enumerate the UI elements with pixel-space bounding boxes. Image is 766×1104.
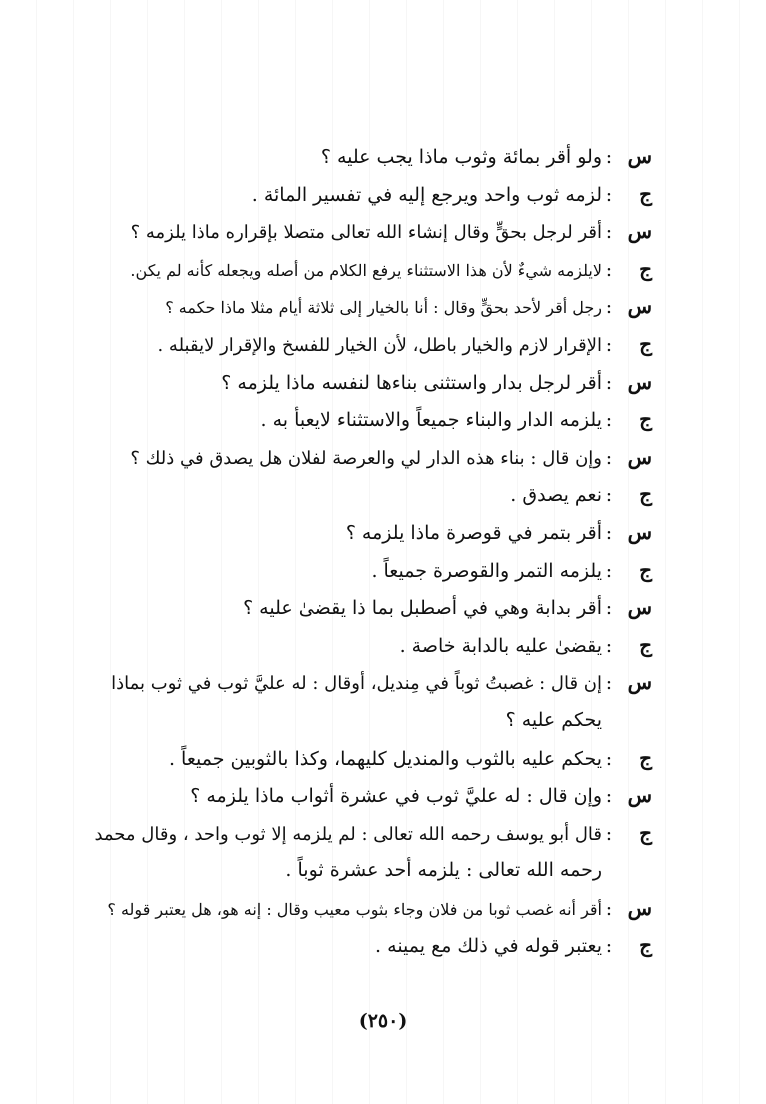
- question-text: وإن قال : بناء هذه الدار لي والعرصة لفلان هل يصدق في ذلك ؟: [130, 447, 602, 469]
- question-text: وإن قال : له عليَّ ثوب في عشرة أثواب ماذا يلزمه ؟: [190, 785, 602, 808]
- answer-marker: ج: [639, 181, 652, 206]
- answer-text: يحكم عليه بالثوب والمنديل كليهما، وكذا بالثوبين جميعاً .: [168, 747, 602, 770]
- separator-colon: :: [605, 521, 613, 544]
- answer-text: يلزمه التمر والقوصرة جميعاً .: [371, 559, 602, 582]
- separator-colon: :: [605, 559, 613, 582]
- answer-marker: ج: [639, 407, 652, 432]
- question-text: أقر بدابة وهي في أصطبل بما ذا يقضىٰ عليه ؟: [243, 597, 602, 620]
- answer-marker: ج: [639, 256, 652, 281]
- answer-text: لزمه ثوب واحد ويرجع إليه في تفسير المائة .: [251, 183, 602, 206]
- qa-line-question: [60, 890, 652, 928]
- question-marker: س: [627, 895, 652, 920]
- qa-line-answer: [60, 740, 652, 778]
- separator-colon: :: [605, 183, 613, 206]
- qa-line-question: [60, 439, 652, 477]
- qa-line-answer: [60, 251, 652, 289]
- question-text: إن قال : غصبتُ ثوباً في مِنديل، أوقال : له عليَّ ثوب في ثوب بماذا: [111, 673, 602, 695]
- question-marker: س: [627, 294, 652, 319]
- answer-marker: ج: [639, 482, 652, 507]
- qa-line-question: [60, 514, 652, 552]
- separator-colon: :: [605, 258, 613, 281]
- answer-marker: ج: [639, 820, 652, 845]
- question-marker: س: [627, 519, 652, 544]
- answer-marker: ج: [639, 745, 652, 770]
- separator-colon: :: [605, 822, 613, 845]
- question-text: أقر أنه غصب ثوبا من فلان وجاء بثوب معيب وقال : إنه هو، هل يعتبر قوله ؟: [107, 899, 602, 919]
- question-marker: س: [627, 595, 652, 620]
- separator-colon: :: [605, 409, 613, 432]
- separator-colon: :: [605, 785, 613, 808]
- question-text: أقر لرجل بدار واستثنى بناءها لنفسه ماذا يلزمه ؟: [221, 371, 602, 394]
- question-marker: س: [627, 670, 652, 695]
- separator-colon: :: [605, 597, 613, 620]
- qa-line-answer: [60, 476, 652, 514]
- qa-line-question: [60, 777, 652, 815]
- qa-line-answer: [60, 176, 652, 214]
- qa-line-answer: [60, 927, 652, 965]
- question-marker: س: [627, 144, 652, 168]
- question-continuation-text: يحكم عليه ؟: [505, 708, 602, 731]
- separator-colon: :: [605, 333, 613, 356]
- question-text: أقر بتمر في قوصرة ماذا يلزمه ؟: [345, 521, 602, 544]
- page-number: (٢٥٠): [358, 1010, 408, 1032]
- qa-line-question: [60, 213, 652, 251]
- qa-line-question: [60, 589, 652, 627]
- answer-marker: ج: [639, 632, 652, 657]
- separator-colon: :: [605, 221, 613, 244]
- question-text: ولو أقر بمائة وثوب ماذا يجب عليه ؟: [320, 146, 602, 168]
- answer-text: قال أبو يوسف رحمه الله تعالى : لم يلزمه إلا ثوب واحد ، وقال محمد: [94, 823, 602, 845]
- separator-colon: :: [605, 371, 613, 394]
- separator-colon: :: [605, 897, 613, 920]
- answer-marker: ج: [639, 557, 652, 582]
- answer-marker: ج: [639, 933, 652, 958]
- separator-colon: :: [605, 935, 613, 958]
- separator-colon: :: [605, 446, 613, 469]
- separator-colon: :: [605, 634, 613, 657]
- qa-line-answer: [60, 552, 652, 590]
- qa-line-question: [60, 664, 652, 702]
- qa-list: [60, 138, 652, 965]
- question-marker: س: [627, 369, 652, 394]
- qa-line-answer: [60, 627, 652, 665]
- question-marker: س: [627, 219, 652, 244]
- qa-line-answer: [60, 401, 652, 439]
- qa-line-continuation: [60, 852, 652, 890]
- separator-colon: :: [605, 146, 613, 168]
- answer-text: يعتبر قوله في ذلك مع يمينه .: [375, 935, 602, 958]
- separator-colon: :: [605, 672, 613, 695]
- qa-line-answer: [60, 326, 652, 364]
- answer-marker: ج: [639, 331, 652, 356]
- separator-colon: :: [605, 296, 613, 319]
- answer-text: يقضىٰ عليه بالدابة خاصة .: [399, 634, 602, 657]
- question-text: رجل أقر لأحد بحقٍّ وقال : أنا بالخيار إلى ثلاثة أيام مثلا ماذا حكمه ؟: [165, 298, 602, 318]
- answer-text: لايلزمه شيءٌ لأن هذا الاستثناء يرفع الكلام من أصله ويجعله كأنه لم يكن.: [130, 260, 602, 280]
- question-marker: س: [627, 783, 652, 808]
- question-marker: س: [627, 444, 652, 469]
- question-text: أقر لرجل بحقٍّ وقال إنشاء الله تعالى متصلا بإقراره ماذا يلزمه ؟: [130, 222, 602, 244]
- qa-line-answer: [60, 815, 652, 853]
- answer-text: الإقرار لازم والخيار باطل، لأن الخيار للفسخ والإقرار لايقبله .: [157, 334, 602, 356]
- answer-text: يلزمه الدار والبناء جميعاً والاستثناء لايعبأ به .: [260, 409, 602, 432]
- answer-text: نعم يصدق .: [510, 484, 602, 507]
- separator-colon: :: [605, 484, 613, 507]
- qa-line-question: [60, 288, 652, 326]
- qa-line-continuation: [60, 702, 652, 740]
- separator-colon: :: [605, 747, 613, 770]
- qa-line-question: [60, 364, 652, 402]
- qa-line-question: [60, 138, 652, 176]
- answer-continuation-text: رحمه الله تعالى : يلزمه أحد عشرة ثوباً .: [285, 859, 602, 882]
